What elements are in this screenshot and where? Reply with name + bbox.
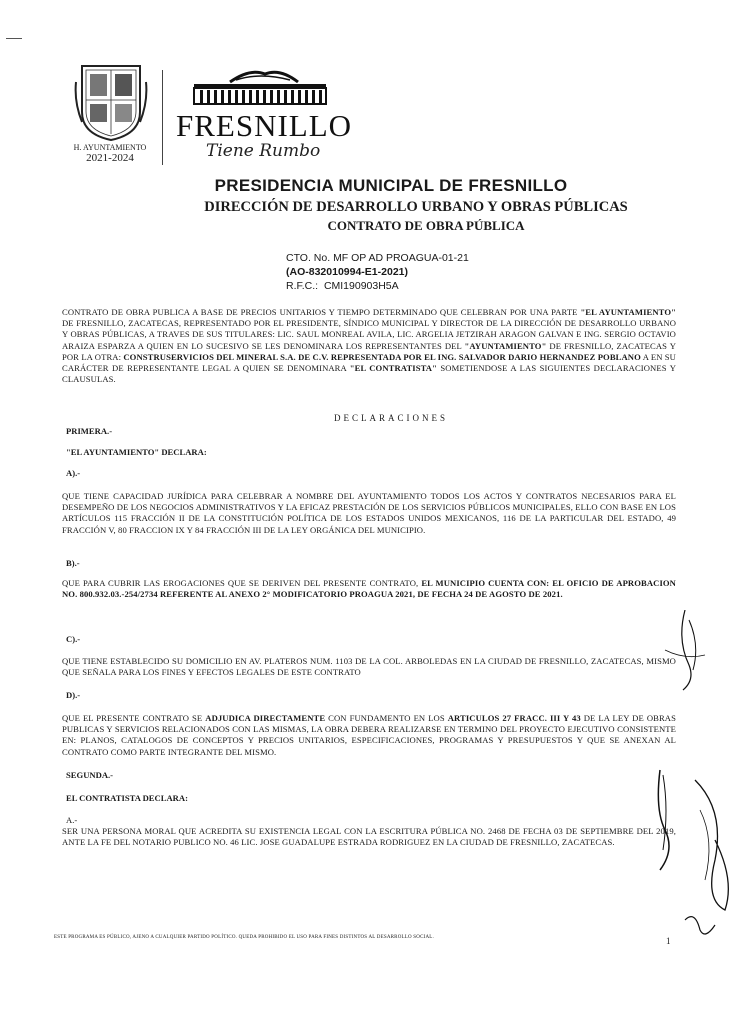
- contratista-declara: EL CONTRATISTA DECLARA:: [66, 793, 188, 803]
- contract-ids: [286, 251, 469, 293]
- term-years: 2021-2024: [86, 152, 134, 164]
- section-d-text-1: QUE EL PRESENTE CONTRATO SE: [62, 713, 206, 723]
- brand-name: FRESNILLO: [176, 108, 353, 143]
- section-d-bold-2: ARTICULOS 27 FRACC. III Y 43: [447, 713, 581, 723]
- ayuntamiento-text: H. AYUNTAMIENTO: [73, 143, 147, 152]
- rfc-label: R.F.C.:: [286, 280, 319, 292]
- intro-bold-3: CONSTRUSERVICIOS DEL MINERAL S.A. DE C.V. REPRESENTADA POR EL ING. SALVADOR DARIO HERNANDEZ POBLANO: [123, 351, 641, 362]
- document-type: CONTRATO DE OBRA PÚBLICA: [327, 218, 525, 233]
- rfc-value: CMI190903H5A: [323, 280, 399, 292]
- ayuntamiento-declara: "EL AYUNTAMIENTO" DECLARA:: [66, 447, 207, 457]
- section-a2-label: A.-: [66, 815, 78, 825]
- section-d-text-3: DE LA LEY DE OBRAS PUBLICAS Y SERVICIOS RELACIONADOS CON LAS MISMAS, LA OBRA DEBERA REALIZARSE EN TERMINO DEL PROYECTO EJECUTIVO CONSISTENTE EN: PLANOS, CATALOGOS DE CONCEPTOS Y PRECIOS UNITARIOS, ESPECIFICACIONES, PROGRAMAS Y PRESUPUESTOS Y QUE SE ANEXAN AL CONTRATO COMO PARTE INTEGRANTE DEL MISMO.: [62, 713, 676, 757]
- intro-paragraph: [62, 307, 676, 385]
- ayuntamiento-label: [70, 143, 150, 164]
- section-c-label: C).-: [66, 634, 81, 644]
- margin-mark: [6, 38, 22, 39]
- section-d-text: [62, 713, 676, 758]
- section-d-text-2: CON FUNDAMENTO EN LOS: [325, 713, 448, 723]
- section-a-label: A).-: [66, 468, 81, 478]
- contract-number: CTO. No. MF OP AD PROAGUA-01-21: [286, 252, 469, 264]
- fresnillo-building-logo: [190, 68, 330, 108]
- intro-text-2: DE FRESNILLO, ZACATECAS, REPRESENTADO POR EL PRESIDENTE, SÍNDICO MUNICIPAL Y DIRECTOR DE LA DIRECCIÓN DE DESARROLLO URBANO Y OBRAS PÚBLICAS, A TRAVES DE SUS TITULARES: LIC. SAUL MONREAL AVILA, LIC. ARGELIA JETZIRAH ARAGON GALVAN E ING. SERGIO OCTAVIO ARAIZA ESPARZA A QUIEN EN LO SUCESIVO SE LES DENOMINARA LOS REPRESENTANTES DEL: [62, 318, 676, 351]
- intro-bold-1: "EL AYUNTAMIENTO": [580, 307, 676, 317]
- subtitle: DIRECCIÓN DE DESARROLLO URBANO Y OBRAS PÚBLICAS: [204, 199, 628, 215]
- section-d-label: D).-: [66, 690, 81, 700]
- ao-number: (AO-832010994-E1-2021): [286, 266, 408, 278]
- header-divider: [162, 70, 163, 165]
- signature-marks: [655, 610, 735, 970]
- intro-bold-4: "EL CONTRATISTA": [349, 363, 437, 374]
- section-b-label: B).-: [66, 558, 80, 568]
- intro-text-3: DE FRESNILLO, ZACATECAS Y POR LA OTRA:: [62, 340, 677, 362]
- section-c-text: QUE TIENE ESTABLECIDO SU DOMICILIO EN AV. PLATEROS NUM. 1103 DE LA COL. ARBOLEDAS EN LA CIUDAD DE FRESNILLO, ZACATECAS, MISMO QUE SEÑALA PARA LOS FINES Y EFECTOS LEGALES DE ESTE CONTRATO: [62, 656, 676, 678]
- section-a-text: QUE TIENE CAPACIDAD JURÍDICA PARA CELEBRAR A NOMBRE DEL AYUNTAMIENTO TODOS LOS ACTOS Y CONTRATOS NECESARIOS PARA EL DESEMPEÑO DE LOS NEGOCIOS ADMINISTRATIVOS Y LA EFICAZ PRESTACIÓN DE LOS SERVICIOS PÚBLICOS MUNICIPALES, ELLO CON BASE EN LOS ARTÍCULOS 115 FRACCIÓN II DE LA CONSTITUCIÓN POLÍTICA DE LOS ESTADOS UNIDOS MEXICANOS, 116 DE LA PARTICULAR DEL ESTADO, 49 FRACCIÓN V, 80 FRACCION IX Y 84 FRACCIÓN III DE LA LEY ORGÁNICA DEL MUNICIPIO.: [62, 491, 676, 535]
- main-title: PRESIDENCIA MUNICIPAL DE FRESNILLO: [214, 176, 568, 195]
- footer-disclaimer: ESTE PROGRAMA ES PÚBLICO, AJENO A CUALQUIER PARTIDO POLÍTICO. QUEDA PROHIBIDO EL USO PARA FINES DISTINTOS AL DESARROLLO SOCIAL.: [54, 935, 434, 940]
- section-a2-text: SER UNA PERSONA MORAL QUE ACREDITA SU EXISTENCIA LEGAL CON LA ESCRITURA PÚBLICA NO. 2468 DE FECHA 03 DE SEPTIEMBRE DEL 2019, ANTE LA FE DEL NOTARIO PUBLICO NO. 46 LIC. JOSE GUADALUPE ESTRADA RODRIGUEZ EN LA CIUDAD DE FRESNILLO, ZACATECAS.: [62, 826, 676, 848]
- intro-text-5: SOMETIENDOSE A LAS SIGUIENTES DECLARACIONES Y CLAUSULAS.: [62, 363, 676, 385]
- segunda-heading: SEGUNDA.-: [66, 770, 114, 780]
- intro-text-4: A EN SU CARÁCTER DE REPRESENTANTE LEGAL A QUIEN SE DENOMINARA: [62, 351, 676, 374]
- page-number: 1: [666, 936, 671, 946]
- declarations-heading: DECLARACIONES: [333, 413, 448, 423]
- section-b-bold: EL MUNICIPIO CUENTA CON: EL OFICIO DE APROBACION NO. 800.932.03.-254/2734 REFERENTE AL ANEXO 2° MODIFICATORIO PROAGUA 2021, DE FECHA 24 DE AGOSTO DE 2021.: [62, 578, 676, 600]
- municipal-seal-logo: [74, 62, 148, 142]
- intro-bold-2: "AYUNTAMIENTO": [464, 340, 547, 351]
- primera-heading: PRIMERA.-: [66, 426, 113, 436]
- rfc-line: [286, 279, 469, 293]
- section-d-bold-1: ADJUDICA DIRECTAMENTE: [205, 713, 326, 723]
- intro-text-1: CONTRATO DE OBRA PUBLICA A BASE DE PRECIOS UNITARIOS Y TIEMPO DETERMINADO QUE CELEBRAN POR UNA PARTE: [62, 307, 581, 317]
- section-b-text: [62, 578, 676, 600]
- brand-tagline: Tiene Rumbo: [206, 141, 321, 161]
- section-b-text-1: QUE PARA CUBRIR LAS EROGACIONES QUE SE DERIVEN DEL PRESENTE CONTRATO,: [62, 578, 422, 588]
